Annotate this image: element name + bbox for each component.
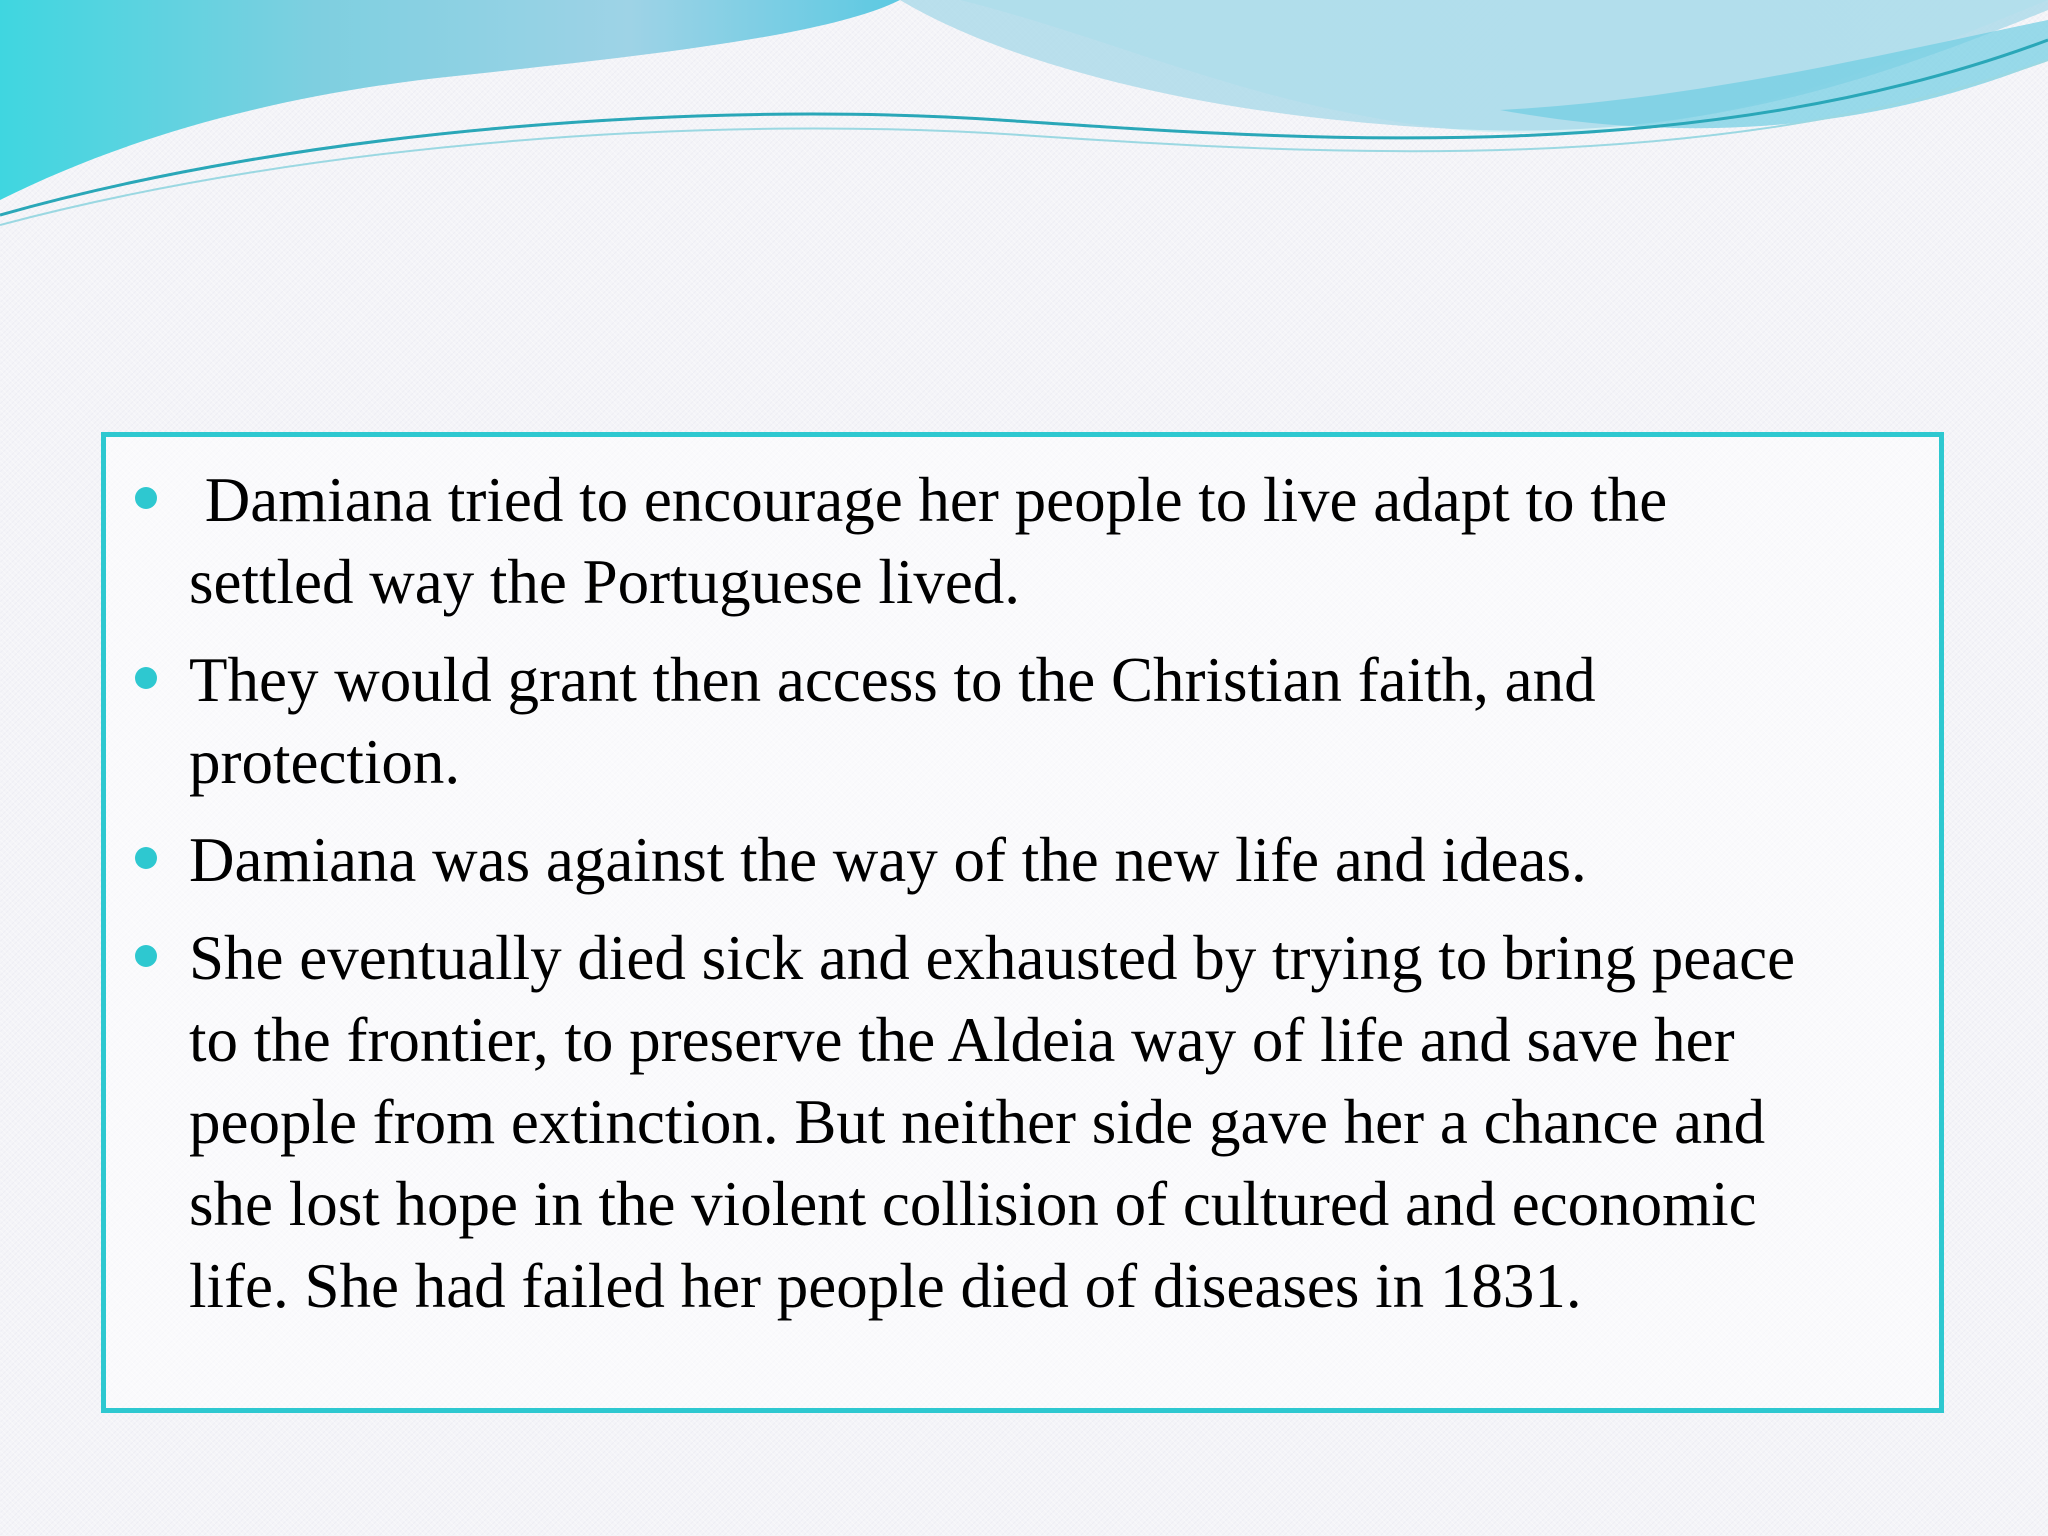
bullet-list <box>106 459 1939 1343</box>
bullet-dot-icon <box>135 847 157 869</box>
bullet-text: Damiana was against the way of the new life and ideas. <box>189 825 1587 895</box>
bullet-text: Damiana tried to encourage her people to live adapt to the settled way the Portuguese lived. <box>189 465 1668 617</box>
bullet-item <box>106 819 1939 901</box>
bullet-dot-icon <box>135 945 157 967</box>
bullet-dot-icon <box>135 667 157 689</box>
bullet-item <box>106 639 1939 803</box>
bullet-item <box>106 459 1939 623</box>
decorative-wave-header <box>0 0 2048 240</box>
content-box <box>101 432 1944 1413</box>
bullet-dot-icon <box>135 487 157 509</box>
bullet-text: They would grant then access to the Christian faith, and protection. <box>189 645 1596 797</box>
bullet-text: She eventually died sick and exhausted by trying to bring peace to the frontier, to preserve the Aldeia way of life and save her people from extinction. But neither side gave her a chance and she lost hope in the violent collision of cultured and economic life. She had failed her people died of diseases in 1831. <box>189 923 1796 1321</box>
bullet-item <box>106 917 1939 1327</box>
